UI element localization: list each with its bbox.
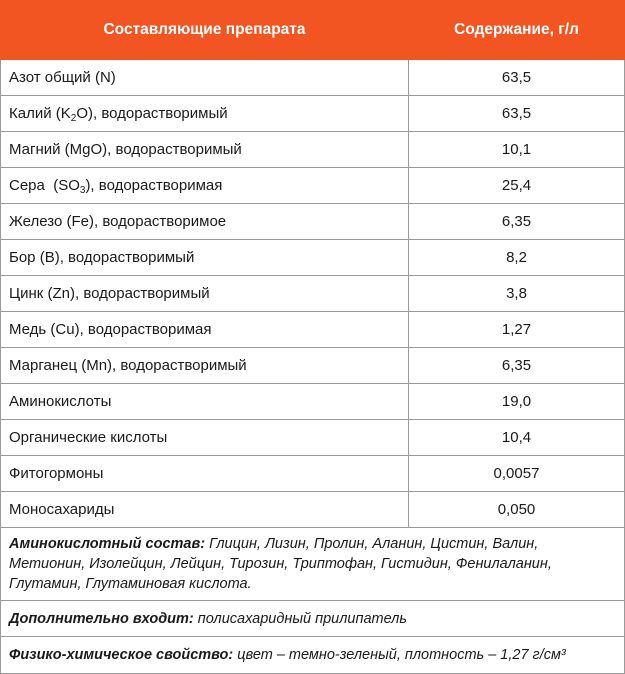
- note-row-extra: [1, 601, 625, 637]
- component-cell: Магний (MgO), водорастворимый: [1, 132, 409, 168]
- note-row-physchem: [1, 637, 625, 674]
- component-cell: Моносахариды: [1, 492, 409, 528]
- table-row: [1, 492, 625, 528]
- note-row-amino: [1, 528, 625, 601]
- component-cell: Марганец (Mn), водорастворимый: [1, 348, 409, 384]
- physchem-note-label: Физико-химическое свойство:: [9, 647, 234, 663]
- table-row: [1, 204, 625, 240]
- amino-note-label: Аминокислотный состав:: [9, 536, 206, 552]
- extra-note-label: Дополнительно входит:: [9, 610, 194, 627]
- value-cell: 10,4: [409, 420, 625, 456]
- component-cell: Железо (Fe), водорастворимое: [1, 204, 409, 240]
- physchem-note: [1, 637, 625, 674]
- component-cell: Цинк (Zn), водорастворимый: [1, 276, 409, 312]
- table-row: [1, 312, 625, 348]
- extra-note: [1, 601, 625, 637]
- table-row: [1, 60, 625, 96]
- value-cell: 6,35: [409, 204, 625, 240]
- value-cell: 6,35: [409, 348, 625, 384]
- component-cell: Органические кислоты: [1, 420, 409, 456]
- value-cell: 19,0: [409, 384, 625, 420]
- header-content: Содержание, г/л: [409, 1, 625, 60]
- value-cell: 63,5: [409, 96, 625, 132]
- extra-note-text: полисахаридный прилипатель: [193, 610, 407, 627]
- table-row: [1, 456, 625, 492]
- component-cell: Медь (Cu), водорастворимая: [1, 312, 409, 348]
- value-cell: 3,8: [409, 276, 625, 312]
- component-cell: Азот общий (N): [1, 60, 409, 96]
- table-row: [1, 348, 625, 384]
- component-cell: Сера $(SO_3)$, водорастворимая: [1, 168, 409, 204]
- table-row: [1, 132, 625, 168]
- value-cell: 8,2: [409, 240, 625, 276]
- value-cell: 1,27: [409, 312, 625, 348]
- value-cell: 0,050: [409, 492, 625, 528]
- amino-note: [1, 528, 625, 601]
- component-cell: Фитогормоны: [1, 456, 409, 492]
- physchem-note-text: цвет – темно-зеленый, плотность – 1,27 г/см³: [233, 647, 566, 663]
- value-cell: 10,1: [409, 132, 625, 168]
- component-cell: Бор (B), водорастворимый: [1, 240, 409, 276]
- value-cell: 63,5: [409, 60, 625, 96]
- value-cell: 25,4: [409, 168, 625, 204]
- value-cell: 0,0057: [409, 456, 625, 492]
- component-cell: Аминокислоты: [1, 384, 409, 420]
- table-row: [1, 384, 625, 420]
- table-row: [1, 240, 625, 276]
- table-row: [1, 96, 625, 132]
- table-row: [1, 420, 625, 456]
- table-row: [1, 168, 625, 204]
- table-header-row: [1, 1, 625, 60]
- header-components: Составляющие препарата: [1, 1, 409, 60]
- amino-note-text: Глицин, Лизин, Пролин, Аланин, Цистин, Валин, Метионин, Изолейцин, Лейцин, Тирозин, Триптофан, Гистидин, Фенилаланин, Глутамин, Глутаминовая кислота.: [9, 536, 552, 592]
- component-cell: Калий $(K_2O)$, водорастворимый: [1, 96, 409, 132]
- table-row: [1, 276, 625, 312]
